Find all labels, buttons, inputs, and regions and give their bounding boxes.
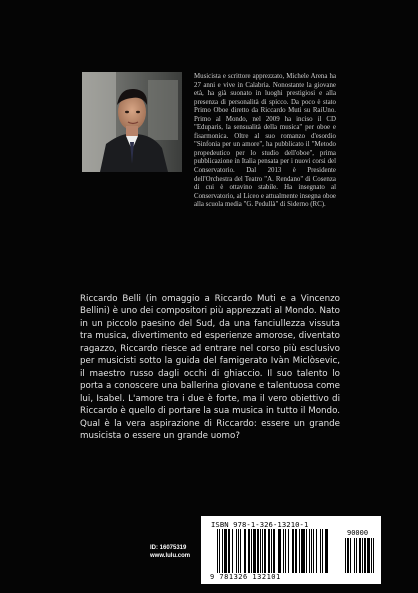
publisher-id: ID: 16075319 (150, 545, 187, 551)
barcode-bars (217, 529, 341, 573)
author-photo (82, 72, 182, 172)
barcode-addon-bars (345, 538, 375, 573)
book-synopsis: Riccardo Belli (in omaggio a Riccardo Muti e a Vincenzo Bellini) è uno dei compositori più apprezzati al Mondo. Nato in un piccolo paesino del Sud, da una fanciullezza vissuta tra musica, divertimento ed esperienze amorose, diventato ragazzo, Riccardo riesce ad entrare nel corso più esclusivo per musicisti sotto la guida del famigerato Ivàn Miclòsevic, il maestro russo dagli occhi di ghiaccio. Il suo talento lo porta a conoscere una ballerina giovane e talentuosa come lui, Isabel. L'amore tra i due è forte, ma il vero obiettivo di Riccardo è quello di portare la sua musica in tutto il Mondo. Qual è la vera aspirazione di Riccardo: essere un grande musicista o essere un grande uomo? (80, 294, 340, 441)
isbn-barcode (201, 516, 381, 584)
barcode-addon-number: 90000 (347, 529, 369, 537)
publisher-website: www.lulu.com (150, 553, 191, 559)
isbn-label: ISBN 978-1-326-13210-1 (211, 520, 309, 529)
author-portrait-image (82, 72, 182, 172)
publisher-info (150, 544, 190, 560)
author-bio: Musicista e scrittore apprezzato, Michele Arena ha 27 anni e vive in Calabria. Nonostante la giovane età, ha già suonato in luoghi prestigiosi e alla presenza di personalità di spicco. Da poco è stato Primo Oboe diretto da Riccardo Muti su RaiUno. Primo al Mondo, nel 2009 ha inciso il CD "Eduparis, la sensualità della musica" per oboe e fisarmonica. Oltre al suo romanzo d'esordio "Sinfonia per un amore", ha pubblicato il "Metodo propedeutico per lo studio dell'oboe", prima pubblicazione in Italia pensata per i nuovi corsi del Conservatorio. Dal 2013 è Presidente dell'Orchestra del Teatro "A. Rendano" di Cosenza di cui è ottavino stabile. Ha insegnato al Conservatorio, al Liceo e attualmente insegna oboe alla scuola media "G. Pedullà" di Siderno (RC). (194, 73, 336, 209)
barcode-digits: 9 781326 132101 (210, 573, 281, 581)
